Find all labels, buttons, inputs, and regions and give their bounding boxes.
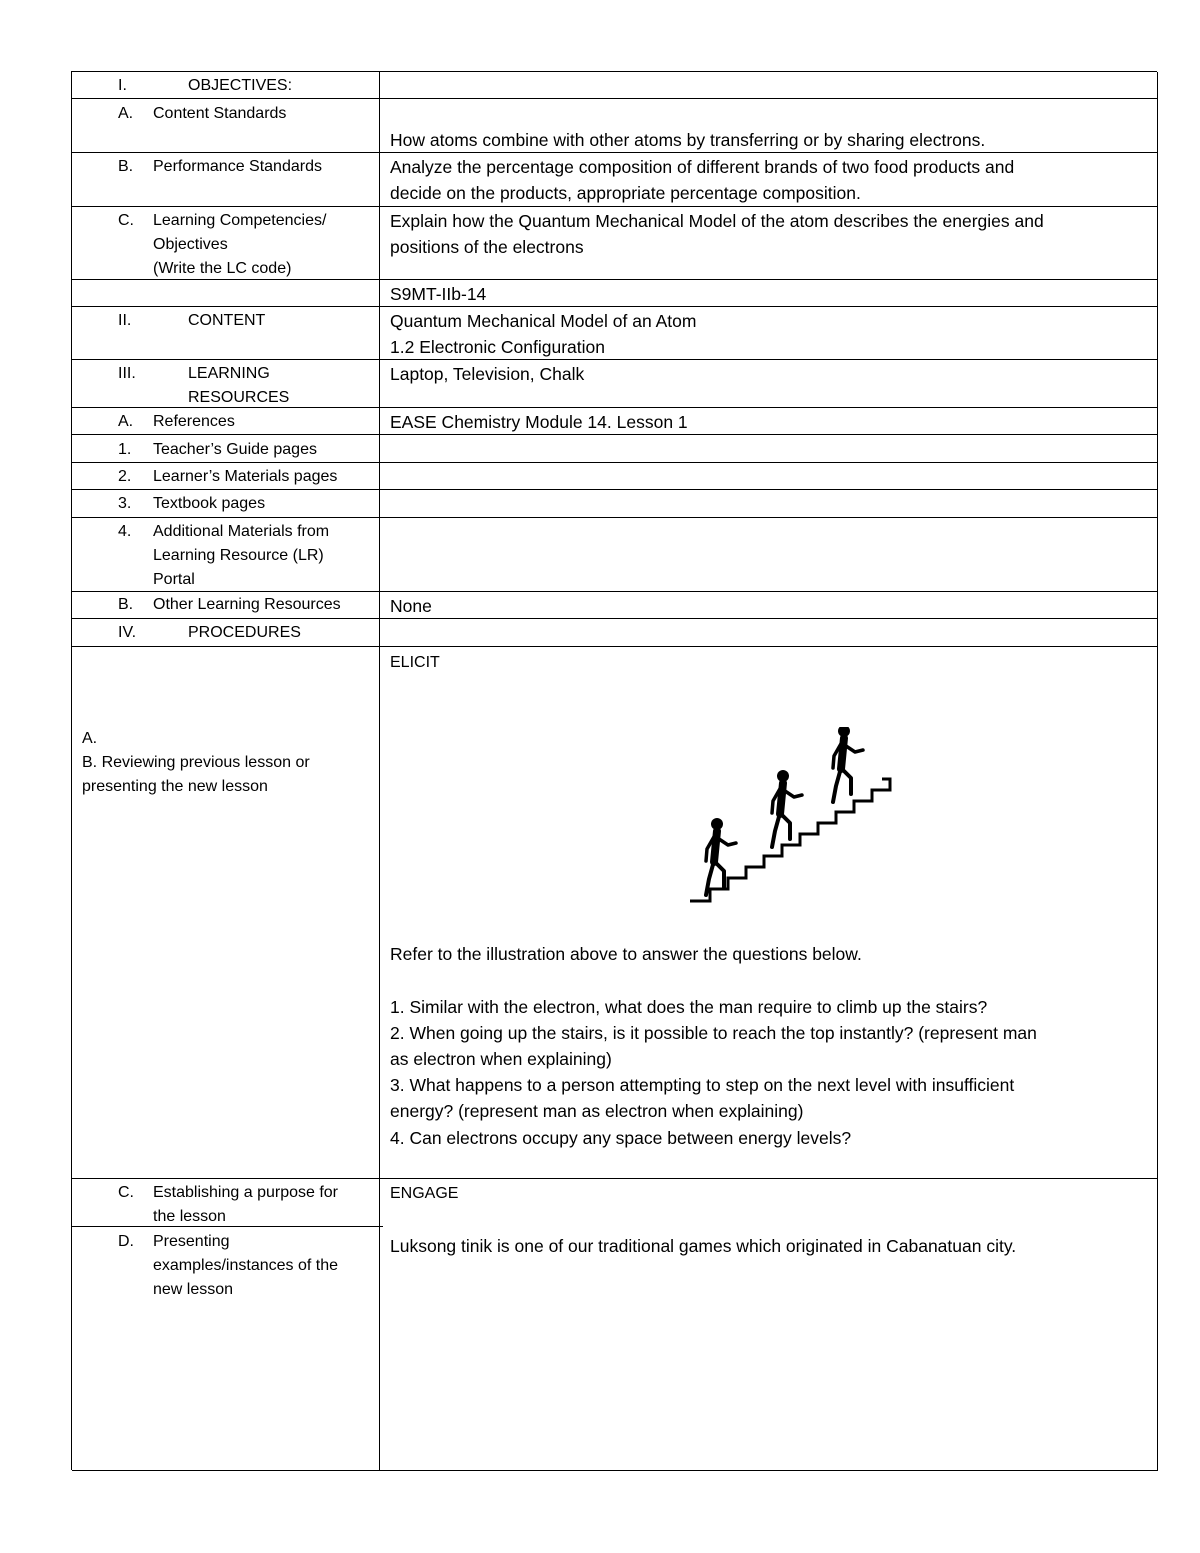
reviewing-label-line1: A. — [82, 730, 98, 747]
row-content-standards — [72, 99, 1158, 153]
row-engage — [72, 1179, 1158, 1471]
additional-materials-number: 4. — [118, 523, 132, 540]
learning-competencies-label-line3: (Write the LC code) — [153, 260, 292, 277]
stairs-climbing-illustration — [688, 727, 898, 912]
learners-materials-label: Learner’s Materials pages — [153, 468, 338, 485]
additional-materials-label-line2: Learning Resource (LR) — [153, 547, 324, 564]
row-references — [72, 408, 1158, 435]
row-additional-materials — [72, 518, 1158, 592]
question-3-line1: 3. What happens to a person attempting to step on the next level with insufficient — [390, 1075, 1015, 1095]
row-objectives — [72, 72, 1158, 99]
row-learning-competencies — [72, 207, 1158, 280]
row-content — [72, 307, 1158, 360]
reviewing-label-line3: presenting the new lesson — [82, 778, 268, 795]
learning-competencies-label-line2: Objectives — [153, 236, 228, 253]
examples-letter: D. — [118, 1233, 134, 1250]
question-2-line2: as electron when explaining) — [390, 1049, 612, 1069]
performance-standards-label: Performance Standards — [153, 158, 322, 175]
learning-resources-number: III. — [118, 365, 136, 382]
engage-heading: ENGAGE — [390, 1185, 459, 1202]
teachers-guide-number: 1. — [118, 441, 132, 458]
content-heading: CONTENT — [188, 312, 266, 329]
learners-materials-number: 2. — [118, 468, 132, 485]
purpose-letter: C. — [118, 1184, 134, 1201]
other-resources-letter: B. — [118, 596, 134, 613]
question-3-line2: energy? (represent man as electron when explaining) — [390, 1101, 804, 1121]
reviewing-label-line2: B. Reviewing previous lesson or — [82, 754, 310, 771]
content-number: II. — [118, 312, 132, 329]
climbing-figure-middle — [772, 770, 802, 847]
learning-competencies-value-line1: Explain how the Quantum Mechanical Model of the atom describes the energies and — [390, 211, 1044, 231]
examples-label-line1: Presenting — [153, 1233, 230, 1250]
question-2-line1: 2. When going up the stairs, is it possible to reach the top instantly? (represent man — [390, 1023, 1037, 1043]
purpose-label-line1: Establishing a purpose for — [153, 1184, 338, 1201]
row-other-resources — [72, 592, 1158, 619]
additional-materials-label-line3: Portal — [153, 571, 195, 588]
learning-competencies-letter: C. — [118, 212, 134, 229]
row-lc-code — [72, 280, 1158, 307]
performance-standards-letter: B. — [118, 158, 134, 175]
engage-text: Luksong tinik is one of our traditional games which originated in Cabanatuan city. — [390, 1236, 1017, 1256]
objectives-heading: OBJECTIVES: — [188, 77, 293, 94]
row-performance-standards — [72, 153, 1158, 207]
learning-competencies-value-line2: positions of the electrons — [390, 237, 584, 257]
content-value-line1: Quantum Mechanical Model of an Atom — [390, 311, 697, 331]
examples-label-line2: examples/instances of the — [153, 1257, 338, 1274]
row-procedures — [72, 619, 1158, 647]
question-1: 1. Similar with the electron, what does the man require to climb up the stairs? — [390, 997, 988, 1017]
references-value: EASE Chemistry Module 14. Lesson 1 — [390, 412, 688, 432]
content-standards-label: Content Standards — [153, 105, 287, 122]
additional-materials-label-line1: Additional Materials from — [153, 523, 330, 540]
textbook-label: Textbook pages — [153, 495, 266, 512]
procedures-heading: PROCEDURES — [188, 624, 301, 641]
lesson-plan-table — [71, 71, 1157, 1470]
performance-standards-value-line1: Analyze the percentage composition of different brands of two food products and — [390, 157, 1015, 177]
content-value-line2: 1.2 Electronic Configuration — [390, 337, 605, 357]
teachers-guide-label: Teacher’s Guide pages — [153, 441, 317, 458]
objectives-number: I. — [118, 77, 127, 94]
procedures-number: IV. — [118, 624, 137, 641]
performance-standards-value-line2: decide on the products, appropriate percentage composition. — [390, 183, 861, 203]
row-learners-materials — [72, 463, 1158, 490]
content-standards-letter: A. — [118, 105, 134, 122]
climbing-figure-low — [706, 818, 736, 895]
content-standards-value: How atoms combine with other atoms by transferring or by sharing electrons. — [390, 130, 986, 150]
lc-code-value: S9MT-IIb-14 — [390, 284, 487, 304]
row-textbook — [72, 490, 1158, 518]
row-teachers-guide — [72, 435, 1158, 463]
purpose-label-line2: the lesson — [153, 1208, 226, 1225]
row-learning-resources — [72, 360, 1158, 408]
other-resources-value: None — [390, 596, 432, 616]
textbook-number: 3. — [118, 495, 132, 512]
other-resources-label: Other Learning Resources — [153, 596, 341, 613]
elicit-instruction: Refer to the illustration above to answer the questions below. — [390, 944, 862, 964]
learning-resources-heading-line2: RESOURCES — [188, 389, 290, 406]
learning-resources-value: Laptop, Television, Chalk — [390, 364, 585, 384]
purpose-divider — [72, 1226, 383, 1227]
question-4: 4. Can electrons occupy any space between energy levels? — [390, 1128, 852, 1148]
elicit-heading: ELICIT — [390, 654, 440, 671]
references-label: References — [153, 413, 235, 430]
learning-competencies-label-line1: Learning Competencies/ — [153, 212, 327, 229]
examples-label-line3: new lesson — [153, 1281, 234, 1298]
row-reviewing — [72, 647, 1158, 1179]
learning-resources-heading-line1: LEARNING — [188, 365, 270, 382]
references-letter: A. — [118, 413, 134, 430]
climbing-figure-top — [833, 727, 863, 802]
